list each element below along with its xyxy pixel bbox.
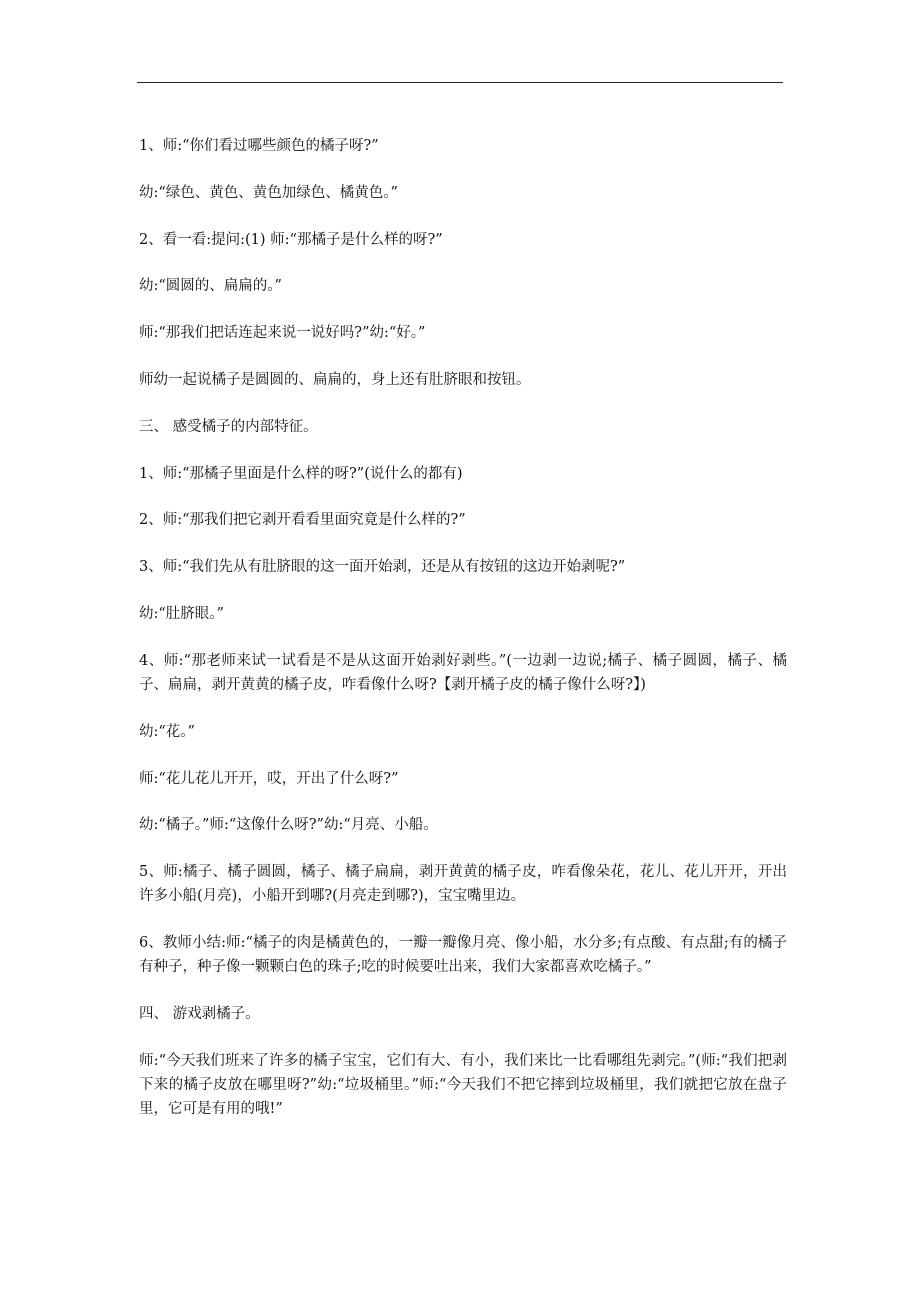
paragraph-16: 5、师:橘子、橘子圆圆，橘子、橘子扁扁，剥开黄黄的橘子皮，咋看像朵花，花儿、花儿开开，开出许多小船(月亮)，小船开到哪?(月亮走到哪?)，宝宝嘴里边。 <box>139 864 787 905</box>
document-body <box>139 134 787 1144</box>
paragraph-4: 幼:“圆圆的、扁扁的。” <box>139 278 282 295</box>
paragraph-12: 4、师:“那老师来试一试看是不是从这面开始剥好剥些。”(一边剥一边说;橘子、橘子圆圆，橘子、橘子、扁扁，剥开黄黄的橘子皮，咋看像什么呀?【剥开橘子皮的橘子像什么呀?】) <box>139 652 787 693</box>
paragraph-1: 1、师:“你们看过哪些颜色的橘子呀?” <box>139 138 379 154</box>
paragraph-13: 幼:“花。” <box>139 723 195 740</box>
paragraph-14: 师:“花儿花儿开开，哎，开出了什么呀?” <box>139 770 399 787</box>
paragraph-17: 6、教师小结:师:“橘子的肉是橘黄色的，一瓣一瓣像月亮、像小船，水分多;有点酸、有点甜;有的橘子有种子，种子像一颗颗白色的珠子;吃的时候要吐出来，我们大家都喜欢吃橘子。” <box>139 935 787 976</box>
paragraph-8: 1、师:“那橘子里面是什么样的呀?”(说什么的都有) <box>139 465 463 482</box>
paragraph-10: 3、师:“我们先从有肚脐眼的这一面开始剥，还是从有按钮的这边开始剥呢?” <box>139 559 626 576</box>
paragraph-11: 幼:“肚脐眼。” <box>139 605 224 622</box>
paragraph-15: 幼:“橘子。”师:“这像什么呀?”幼:“月亮、小船。 <box>139 817 438 834</box>
paragraph-6: 师幼一起说橘子是圆圆的、扁扁的，身上还有肚脐眼和按钮。 <box>139 371 531 388</box>
paragraph-19: 师:“今天我们班来了许多的橘子宝宝，它们有大、有小，我们来比一比看哪组先剥完。”(师:“我们把剥下来的橘子皮放在哪里呀?”幼:“垃圾桶里。”师:“今天我们不把它摔到垃圾桶里，我们就把它放在盘子里，它可是有用的哦!” <box>139 1052 787 1118</box>
paragraph-3: 2、看一看:提问:(1) 师:“那橘子是什么样的呀?” <box>139 231 443 248</box>
paragraph-9: 2、师:“那我们把它剥开看看里面究竟是什么样的?” <box>139 512 466 529</box>
header-rule <box>137 82 783 83</box>
section-heading-4: 四、 游戏剥橘子。 <box>139 1006 260 1023</box>
paragraph-5: 师:“那我们把话连起来说一说好吗?”幼:“好。” <box>139 325 426 342</box>
paragraph-2: 幼:“绿色、黄色、黄色加绿色、橘黄色。” <box>139 184 398 201</box>
section-heading-3: 三、 感受橘子的内部特征。 <box>139 418 318 435</box>
